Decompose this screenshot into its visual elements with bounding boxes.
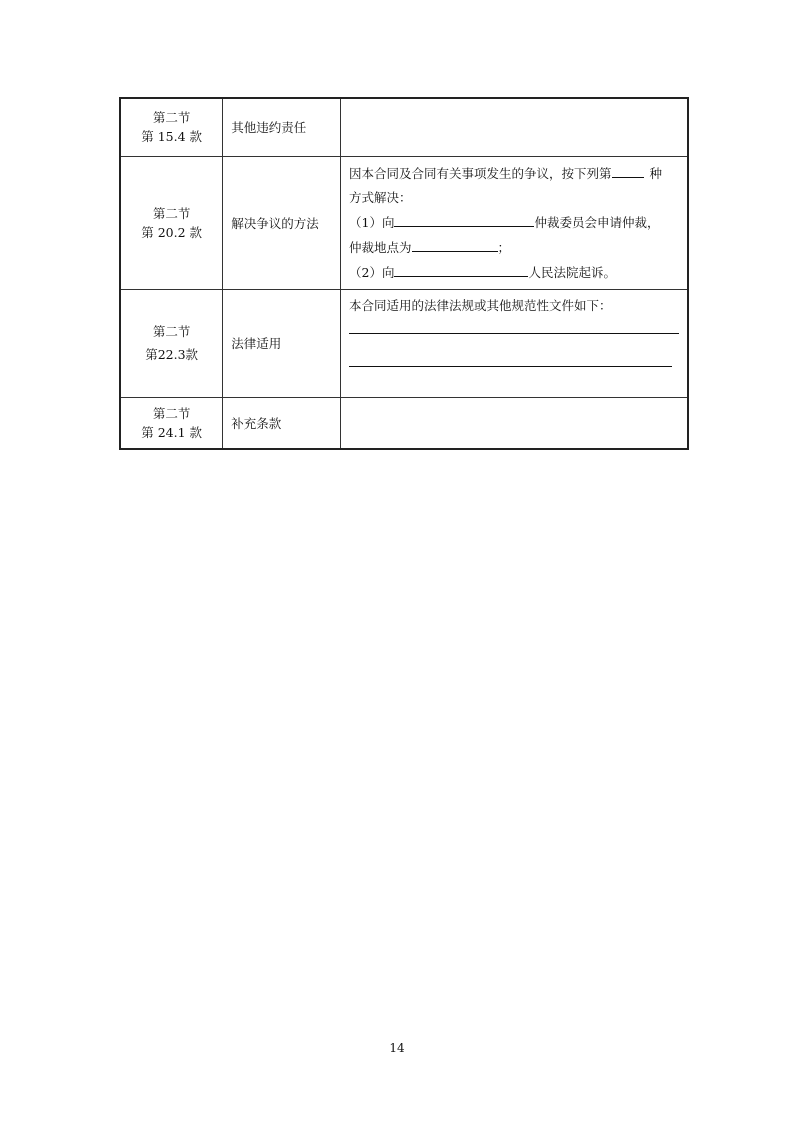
- section-cell: [120, 156, 223, 289]
- applicable-law-content: [341, 289, 689, 397]
- table-row: [120, 289, 688, 397]
- dispute-text: 人民法院起诉。: [528, 264, 616, 280]
- table-row: [120, 397, 688, 449]
- section-label: 第二节: [152, 110, 191, 126]
- law-entry-line[interactable]: [349, 365, 672, 367]
- applicable-law-text: 本合同适用的法律法规或其他规范性文件如下：: [349, 297, 612, 313]
- clause-label: 第 20.2 款: [141, 224, 202, 240]
- law-entry-line[interactable]: [349, 332, 679, 334]
- table-row: [120, 98, 688, 156]
- section-label: 第二节: [152, 405, 191, 421]
- clause-title: 法律适用: [223, 289, 341, 397]
- clause-label: 第22.3款: [145, 347, 199, 362]
- dispute-text: （1）向: [349, 214, 395, 230]
- clause-content-empty[interactable]: [341, 98, 689, 156]
- contract-terms-table: [119, 97, 689, 450]
- section-label: 第二节: [152, 324, 191, 339]
- page-number: 14: [389, 1041, 405, 1055]
- section-cell: [120, 98, 223, 156]
- arbitration-place-blank[interactable]: [412, 235, 498, 252]
- clause-title: 解决争议的方法: [223, 156, 341, 289]
- section-cell: [120, 289, 223, 397]
- dispute-text: 方式解决：: [349, 189, 412, 205]
- arbitration-commission-blank[interactable]: [394, 210, 534, 227]
- clause-title: 补充条款: [223, 397, 341, 449]
- clause-title: 其他违约责任: [223, 98, 341, 156]
- dispute-text: 种: [649, 165, 663, 181]
- dispute-text: 因本合同及合同有关事项发生的争议，按下列第: [349, 165, 612, 181]
- section-label: 第二节: [152, 205, 191, 221]
- table-row: [120, 156, 688, 289]
- clause-content-empty[interactable]: [341, 397, 689, 449]
- clause-label: 第 24.1 款: [141, 424, 202, 440]
- dispute-text: 仲裁地点为: [349, 239, 412, 255]
- dispute-text: （2）向: [349, 264, 395, 280]
- court-name-blank[interactable]: [394, 260, 528, 277]
- clause-label: 第 15.4 款: [141, 129, 202, 145]
- method-number-blank[interactable]: [612, 161, 644, 178]
- dispute-text: ；: [497, 239, 511, 255]
- section-cell: [120, 397, 223, 449]
- dispute-resolution-content: [341, 156, 689, 289]
- dispute-text: 仲裁委员会申请仲裁，: [534, 214, 660, 230]
